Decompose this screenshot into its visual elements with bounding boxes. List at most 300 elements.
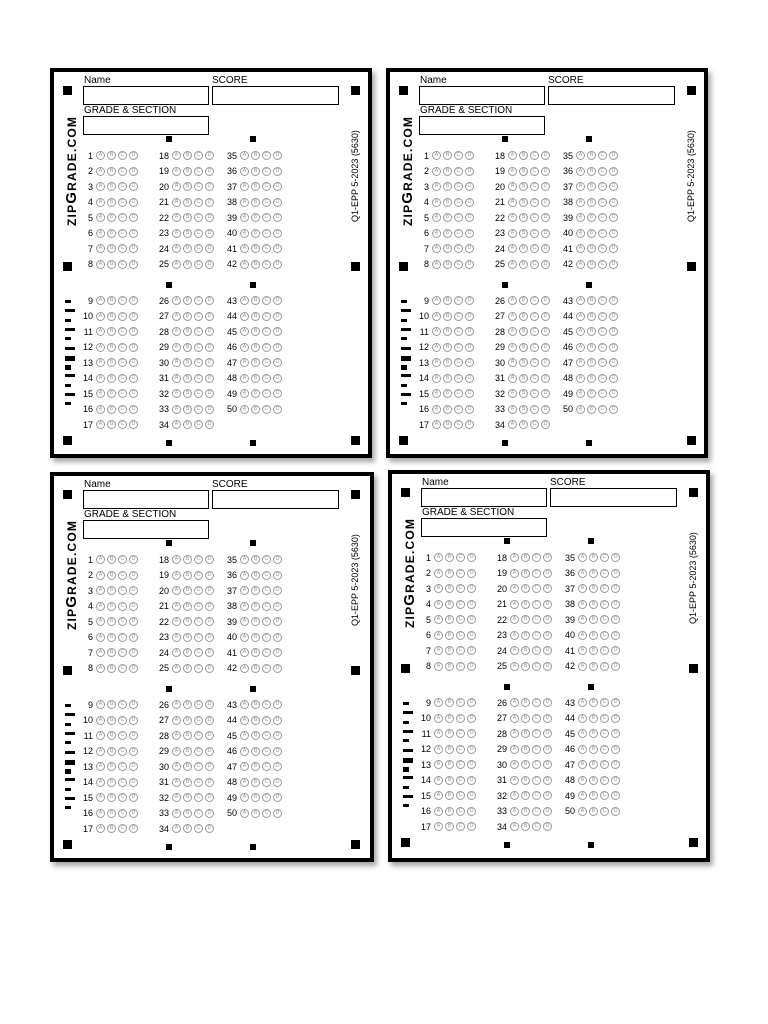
answer-bubble-c[interactable]: C	[194, 420, 203, 429]
answer-bubble-b[interactable]: B	[183, 809, 192, 818]
answer-bubble-c[interactable]: C	[532, 822, 541, 831]
answer-bubble-c[interactable]: C	[262, 405, 271, 414]
answer-bubble-a[interactable]: A	[576, 358, 585, 367]
answer-bubble-a[interactable]: A	[172, 793, 181, 802]
answer-bubble-c[interactable]: C	[194, 198, 203, 207]
answer-bubble-b[interactable]: B	[443, 420, 452, 429]
answer-bubble-b[interactable]: B	[183, 213, 192, 222]
answer-bubble-c[interactable]: C	[532, 569, 541, 578]
answer-bubble-d[interactable]: D	[609, 182, 618, 191]
answer-bubble-d[interactable]: D	[543, 776, 552, 785]
answer-bubble-b[interactable]: B	[183, 824, 192, 833]
answer-bubble-d[interactable]: D	[467, 729, 476, 738]
answer-bubble-b[interactable]: B	[589, 631, 598, 640]
answer-bubble-b[interactable]: B	[251, 167, 260, 176]
answer-bubble-a[interactable]: A	[434, 822, 443, 831]
answer-bubble-c[interactable]: C	[456, 584, 465, 593]
answer-bubble-b[interactable]: B	[521, 615, 530, 624]
answer-bubble-d[interactable]: D	[611, 714, 620, 723]
answer-bubble-a[interactable]: A	[578, 714, 587, 723]
answer-bubble-d[interactable]: D	[205, 312, 214, 321]
answer-bubble-d[interactable]: D	[465, 213, 474, 222]
answer-bubble-d[interactable]: D	[129, 778, 138, 787]
answer-bubble-c[interactable]: C	[194, 747, 203, 756]
answer-bubble-d[interactable]: D	[611, 698, 620, 707]
answer-bubble-d[interactable]: D	[467, 760, 476, 769]
answer-bubble-d[interactable]: D	[611, 807, 620, 816]
answer-bubble-d[interactable]: D	[611, 569, 620, 578]
answer-bubble-d[interactable]: D	[611, 760, 620, 769]
answer-bubble-b[interactable]: B	[107, 809, 116, 818]
answer-bubble-d[interactable]: D	[609, 389, 618, 398]
answer-bubble-d[interactable]: D	[129, 296, 138, 305]
answer-bubble-b[interactable]: B	[251, 244, 260, 253]
answer-bubble-a[interactable]: A	[172, 664, 181, 673]
answer-bubble-a[interactable]: A	[510, 584, 519, 593]
answer-bubble-a[interactable]: A	[576, 405, 585, 414]
answer-bubble-d[interactable]: D	[205, 731, 214, 740]
answer-bubble-a[interactable]: A	[578, 600, 587, 609]
answer-bubble-b[interactable]: B	[521, 631, 530, 640]
answer-bubble-a[interactable]: A	[508, 312, 517, 321]
answer-bubble-a[interactable]: A	[240, 296, 249, 305]
answer-bubble-a[interactable]: A	[96, 700, 105, 709]
answer-bubble-b[interactable]: B	[183, 747, 192, 756]
answer-bubble-a[interactable]: A	[240, 793, 249, 802]
answer-bubble-c[interactable]: C	[530, 374, 539, 383]
answer-bubble-a[interactable]: A	[96, 555, 105, 564]
answer-bubble-a[interactable]: A	[172, 151, 181, 160]
answer-bubble-a[interactable]: A	[172, 343, 181, 352]
answer-bubble-a[interactable]: A	[172, 716, 181, 725]
answer-bubble-d[interactable]: D	[541, 312, 550, 321]
answer-bubble-b[interactable]: B	[251, 358, 260, 367]
answer-bubble-d[interactable]: D	[129, 182, 138, 191]
answer-bubble-a[interactable]: A	[510, 760, 519, 769]
answer-bubble-a[interactable]: A	[172, 648, 181, 657]
answer-bubble-b[interactable]: B	[519, 327, 528, 336]
answer-bubble-a[interactable]: A	[576, 327, 585, 336]
answer-bubble-c[interactable]: C	[118, 358, 127, 367]
answer-bubble-c[interactable]: C	[600, 714, 609, 723]
answer-bubble-c[interactable]: C	[456, 615, 465, 624]
answer-bubble-d[interactable]: D	[205, 167, 214, 176]
answer-bubble-b[interactable]: B	[183, 793, 192, 802]
answer-bubble-c[interactable]: C	[532, 745, 541, 754]
answer-bubble-b[interactable]: B	[587, 405, 596, 414]
answer-bubble-c[interactable]: C	[118, 374, 127, 383]
answer-bubble-c[interactable]: C	[532, 615, 541, 624]
answer-bubble-b[interactable]: B	[183, 244, 192, 253]
answer-bubble-b[interactable]: B	[183, 602, 192, 611]
answer-bubble-a[interactable]: A	[96, 633, 105, 642]
answer-bubble-d[interactable]: D	[273, 167, 282, 176]
answer-bubble-d[interactable]: D	[129, 229, 138, 238]
answer-bubble-c[interactable]: C	[262, 747, 271, 756]
answer-bubble-a[interactable]: A	[172, 374, 181, 383]
answer-bubble-b[interactable]: B	[107, 555, 116, 564]
answer-bubble-c[interactable]: C	[532, 807, 541, 816]
answer-bubble-b[interactable]: B	[519, 182, 528, 191]
answer-bubble-d[interactable]: D	[467, 600, 476, 609]
answer-bubble-c[interactable]: C	[194, 778, 203, 787]
answer-bubble-d[interactable]: D	[129, 167, 138, 176]
answer-bubble-b[interactable]: B	[519, 213, 528, 222]
answer-bubble-d[interactable]: D	[465, 327, 474, 336]
answer-bubble-d[interactable]: D	[205, 405, 214, 414]
answer-bubble-a[interactable]: A	[510, 807, 519, 816]
answer-bubble-b[interactable]: B	[519, 167, 528, 176]
grade-section-field[interactable]	[419, 116, 545, 135]
answer-bubble-b[interactable]: B	[445, 600, 454, 609]
answer-bubble-b[interactable]: B	[107, 747, 116, 756]
answer-bubble-a[interactable]: A	[240, 617, 249, 626]
answer-bubble-b[interactable]: B	[107, 664, 116, 673]
answer-bubble-c[interactable]: C	[118, 167, 127, 176]
answer-bubble-b[interactable]: B	[589, 584, 598, 593]
answer-bubble-d[interactable]: D	[273, 213, 282, 222]
answer-bubble-b[interactable]: B	[107, 198, 116, 207]
answer-bubble-d[interactable]: D	[205, 747, 214, 756]
answer-bubble-b[interactable]: B	[183, 374, 192, 383]
answer-bubble-b[interactable]: B	[521, 807, 530, 816]
answer-bubble-c[interactable]: C	[456, 776, 465, 785]
answer-bubble-b[interactable]: B	[443, 327, 452, 336]
answer-bubble-d[interactable]: D	[273, 358, 282, 367]
answer-bubble-c[interactable]: C	[530, 405, 539, 414]
answer-bubble-c[interactable]: C	[600, 646, 609, 655]
answer-bubble-a[interactable]: A	[578, 729, 587, 738]
answer-bubble-c[interactable]: C	[194, 167, 203, 176]
answer-bubble-b[interactable]: B	[521, 584, 530, 593]
answer-bubble-a[interactable]: A	[434, 760, 443, 769]
answer-bubble-c[interactable]: C	[118, 389, 127, 398]
answer-bubble-c[interactable]: C	[600, 776, 609, 785]
answer-bubble-a[interactable]: A	[432, 167, 441, 176]
answer-bubble-b[interactable]: B	[251, 405, 260, 414]
answer-bubble-c[interactable]: C	[454, 182, 463, 191]
answer-bubble-c[interactable]: C	[262, 716, 271, 725]
answer-bubble-c[interactable]: C	[194, 602, 203, 611]
answer-bubble-a[interactable]: A	[510, 646, 519, 655]
answer-bubble-c[interactable]: C	[118, 586, 127, 595]
answer-bubble-b[interactable]: B	[587, 182, 596, 191]
answer-bubble-c[interactable]: C	[454, 405, 463, 414]
answer-bubble-d[interactable]: D	[611, 584, 620, 593]
answer-bubble-b[interactable]: B	[251, 648, 260, 657]
answer-bubble-a[interactable]: A	[510, 776, 519, 785]
answer-bubble-d[interactable]: D	[467, 714, 476, 723]
answer-bubble-b[interactable]: B	[587, 244, 596, 253]
answer-bubble-d[interactable]: D	[129, 151, 138, 160]
answer-bubble-a[interactable]: A	[578, 553, 587, 562]
answer-bubble-d[interactable]: D	[465, 229, 474, 238]
answer-bubble-d[interactable]: D	[129, 602, 138, 611]
answer-bubble-c[interactable]: C	[194, 312, 203, 321]
answer-bubble-c[interactable]: C	[454, 167, 463, 176]
answer-bubble-a[interactable]: A	[432, 198, 441, 207]
answer-bubble-c[interactable]: C	[530, 389, 539, 398]
answer-bubble-c[interactable]: C	[194, 244, 203, 253]
answer-bubble-d[interactable]: D	[611, 745, 620, 754]
answer-bubble-b[interactable]: B	[107, 731, 116, 740]
answer-bubble-a[interactable]: A	[432, 151, 441, 160]
answer-bubble-c[interactable]: C	[530, 198, 539, 207]
answer-bubble-a[interactable]: A	[578, 698, 587, 707]
answer-bubble-c[interactable]: C	[454, 198, 463, 207]
answer-bubble-a[interactable]: A	[432, 296, 441, 305]
answer-bubble-c[interactable]: C	[262, 648, 271, 657]
grade-section-field[interactable]	[83, 520, 209, 539]
answer-bubble-b[interactable]: B	[587, 213, 596, 222]
answer-bubble-a[interactable]: A	[508, 420, 517, 429]
answer-bubble-a[interactable]: A	[434, 745, 443, 754]
answer-bubble-c[interactable]: C	[600, 698, 609, 707]
answer-bubble-a[interactable]: A	[96, 762, 105, 771]
answer-bubble-d[interactable]: D	[467, 615, 476, 624]
answer-bubble-a[interactable]: A	[96, 327, 105, 336]
answer-bubble-b[interactable]: B	[589, 729, 598, 738]
answer-bubble-a[interactable]: A	[240, 648, 249, 657]
answer-bubble-c[interactable]: C	[598, 389, 607, 398]
answer-bubble-b[interactable]: B	[183, 229, 192, 238]
answer-bubble-a[interactable]: A	[508, 389, 517, 398]
answer-bubble-d[interactable]: D	[205, 374, 214, 383]
answer-bubble-d[interactable]: D	[205, 586, 214, 595]
answer-bubble-a[interactable]: A	[96, 229, 105, 238]
answer-bubble-c[interactable]: C	[194, 182, 203, 191]
answer-bubble-d[interactable]: D	[543, 646, 552, 655]
answer-bubble-b[interactable]: B	[519, 151, 528, 160]
answer-bubble-b[interactable]: B	[183, 167, 192, 176]
answer-bubble-b[interactable]: B	[183, 571, 192, 580]
answer-bubble-c[interactable]: C	[454, 358, 463, 367]
answer-bubble-c[interactable]: C	[118, 312, 127, 321]
answer-bubble-a[interactable]: A	[96, 260, 105, 269]
answer-bubble-d[interactable]: D	[205, 182, 214, 191]
answer-bubble-b[interactable]: B	[443, 244, 452, 253]
answer-bubble-a[interactable]: A	[434, 600, 443, 609]
answer-bubble-a[interactable]: A	[510, 791, 519, 800]
answer-bubble-c[interactable]: C	[530, 182, 539, 191]
answer-bubble-a[interactable]: A	[172, 602, 181, 611]
answer-bubble-c[interactable]: C	[194, 571, 203, 580]
answer-bubble-d[interactable]: D	[205, 229, 214, 238]
answer-bubble-b[interactable]: B	[183, 716, 192, 725]
answer-bubble-b[interactable]: B	[521, 569, 530, 578]
answer-bubble-c[interactable]: C	[194, 555, 203, 564]
answer-bubble-d[interactable]: D	[129, 716, 138, 725]
answer-bubble-b[interactable]: B	[519, 405, 528, 414]
answer-bubble-c[interactable]: C	[530, 260, 539, 269]
answer-bubble-c[interactable]: C	[454, 312, 463, 321]
answer-bubble-b[interactable]: B	[521, 745, 530, 754]
answer-bubble-a[interactable]: A	[96, 731, 105, 740]
answer-bubble-d[interactable]: D	[611, 615, 620, 624]
answer-bubble-c[interactable]: C	[118, 602, 127, 611]
answer-bubble-c[interactable]: C	[532, 760, 541, 769]
answer-bubble-a[interactable]: A	[96, 312, 105, 321]
answer-bubble-d[interactable]: D	[541, 213, 550, 222]
answer-bubble-d[interactable]: D	[273, 151, 282, 160]
answer-bubble-c[interactable]: C	[118, 213, 127, 222]
answer-bubble-a[interactable]: A	[508, 405, 517, 414]
answer-bubble-c[interactable]: C	[530, 327, 539, 336]
answer-bubble-a[interactable]: A	[172, 809, 181, 818]
answer-bubble-a[interactable]: A	[432, 244, 441, 253]
answer-bubble-c[interactable]: C	[530, 167, 539, 176]
answer-bubble-a[interactable]: A	[434, 729, 443, 738]
answer-bubble-c[interactable]: C	[194, 151, 203, 160]
answer-bubble-a[interactable]: A	[96, 405, 105, 414]
answer-bubble-b[interactable]: B	[445, 745, 454, 754]
answer-bubble-b[interactable]: B	[589, 615, 598, 624]
answer-bubble-d[interactable]: D	[205, 571, 214, 580]
answer-bubble-b[interactable]: B	[107, 229, 116, 238]
answer-bubble-d[interactable]: D	[205, 700, 214, 709]
answer-bubble-a[interactable]: A	[240, 731, 249, 740]
answer-bubble-a[interactable]: A	[172, 229, 181, 238]
answer-bubble-d[interactable]: D	[543, 791, 552, 800]
answer-bubble-b[interactable]: B	[443, 151, 452, 160]
answer-bubble-d[interactable]: D	[205, 778, 214, 787]
answer-bubble-c[interactable]: C	[262, 343, 271, 352]
answer-bubble-c[interactable]: C	[530, 229, 539, 238]
answer-bubble-d[interactable]: D	[543, 745, 552, 754]
answer-bubble-b[interactable]: B	[521, 760, 530, 769]
answer-bubble-a[interactable]: A	[240, 374, 249, 383]
answer-bubble-d[interactable]: D	[129, 747, 138, 756]
answer-bubble-b[interactable]: B	[521, 698, 530, 707]
answer-bubble-a[interactable]: A	[508, 229, 517, 238]
answer-bubble-c[interactable]: C	[262, 617, 271, 626]
answer-bubble-a[interactable]: A	[172, 182, 181, 191]
answer-bubble-d[interactable]: D	[205, 244, 214, 253]
answer-bubble-a[interactable]: A	[240, 586, 249, 595]
answer-bubble-d[interactable]: D	[273, 260, 282, 269]
name-field[interactable]	[83, 490, 209, 509]
answer-bubble-c[interactable]: C	[194, 824, 203, 833]
answer-bubble-b[interactable]: B	[521, 822, 530, 831]
answer-bubble-d[interactable]: D	[129, 586, 138, 595]
answer-bubble-c[interactable]: C	[194, 648, 203, 657]
answer-bubble-d[interactable]: D	[273, 571, 282, 580]
answer-bubble-c[interactable]: C	[194, 664, 203, 673]
answer-bubble-b[interactable]: B	[107, 793, 116, 802]
answer-bubble-a[interactable]: A	[172, 167, 181, 176]
answer-bubble-d[interactable]: D	[609, 374, 618, 383]
answer-bubble-c[interactable]: C	[262, 296, 271, 305]
answer-bubble-a[interactable]: A	[434, 791, 443, 800]
answer-bubble-d[interactable]: D	[129, 809, 138, 818]
answer-bubble-b[interactable]: B	[443, 198, 452, 207]
answer-bubble-b[interactable]: B	[443, 389, 452, 398]
answer-bubble-c[interactable]: C	[598, 260, 607, 269]
answer-bubble-d[interactable]: D	[541, 343, 550, 352]
answer-bubble-b[interactable]: B	[183, 327, 192, 336]
answer-bubble-b[interactable]: B	[107, 824, 116, 833]
answer-bubble-d[interactable]: D	[205, 213, 214, 222]
answer-bubble-c[interactable]: C	[194, 213, 203, 222]
answer-bubble-c[interactable]: C	[262, 731, 271, 740]
answer-bubble-a[interactable]: A	[96, 648, 105, 657]
answer-bubble-c[interactable]: C	[118, 747, 127, 756]
answer-bubble-c[interactable]: C	[454, 374, 463, 383]
answer-bubble-c[interactable]: C	[530, 151, 539, 160]
answer-bubble-d[interactable]: D	[129, 700, 138, 709]
answer-bubble-c[interactable]: C	[262, 809, 271, 818]
answer-bubble-b[interactable]: B	[251, 182, 260, 191]
answer-bubble-b[interactable]: B	[183, 182, 192, 191]
answer-bubble-d[interactable]: D	[129, 824, 138, 833]
answer-bubble-a[interactable]: A	[240, 405, 249, 414]
answer-bubble-b[interactable]: B	[251, 633, 260, 642]
answer-bubble-c[interactable]: C	[118, 343, 127, 352]
answer-bubble-a[interactable]: A	[172, 198, 181, 207]
answer-bubble-d[interactable]: D	[609, 167, 618, 176]
answer-bubble-d[interactable]: D	[609, 151, 618, 160]
answer-bubble-d[interactable]: D	[205, 151, 214, 160]
answer-bubble-b[interactable]: B	[443, 374, 452, 383]
answer-bubble-d[interactable]: D	[273, 198, 282, 207]
answer-bubble-b[interactable]: B	[445, 553, 454, 562]
answer-bubble-b[interactable]: B	[251, 389, 260, 398]
answer-bubble-d[interactable]: D	[541, 182, 550, 191]
answer-bubble-d[interactable]: D	[273, 343, 282, 352]
answer-bubble-a[interactable]: A	[510, 729, 519, 738]
answer-bubble-c[interactable]: C	[118, 731, 127, 740]
answer-bubble-b[interactable]: B	[519, 358, 528, 367]
answer-bubble-a[interactable]: A	[510, 553, 519, 562]
answer-bubble-b[interactable]: B	[443, 343, 452, 352]
answer-bubble-b[interactable]: B	[445, 584, 454, 593]
answer-bubble-b[interactable]: B	[183, 151, 192, 160]
answer-bubble-b[interactable]: B	[587, 167, 596, 176]
answer-bubble-b[interactable]: B	[445, 569, 454, 578]
answer-bubble-c[interactable]: C	[600, 600, 609, 609]
answer-bubble-a[interactable]: A	[172, 731, 181, 740]
answer-bubble-a[interactable]: A	[432, 327, 441, 336]
answer-bubble-b[interactable]: B	[443, 229, 452, 238]
answer-bubble-d[interactable]: D	[609, 244, 618, 253]
answer-bubble-d[interactable]: D	[205, 824, 214, 833]
answer-bubble-a[interactable]: A	[576, 312, 585, 321]
answer-bubble-c[interactable]: C	[194, 617, 203, 626]
answer-bubble-d[interactable]: D	[467, 569, 476, 578]
answer-bubble-b[interactable]: B	[107, 778, 116, 787]
answer-bubble-c[interactable]: C	[456, 698, 465, 707]
answer-bubble-b[interactable]: B	[519, 374, 528, 383]
answer-bubble-a[interactable]: A	[434, 807, 443, 816]
answer-bubble-b[interactable]: B	[251, 343, 260, 352]
answer-bubble-c[interactable]: C	[600, 760, 609, 769]
answer-bubble-a[interactable]: A	[240, 312, 249, 321]
answer-bubble-c[interactable]: C	[454, 343, 463, 352]
answer-bubble-a[interactable]: A	[432, 358, 441, 367]
answer-bubble-a[interactable]: A	[240, 327, 249, 336]
answer-bubble-c[interactable]: C	[194, 793, 203, 802]
answer-bubble-a[interactable]: A	[508, 244, 517, 253]
answer-bubble-c[interactable]: C	[598, 198, 607, 207]
answer-bubble-b[interactable]: B	[587, 296, 596, 305]
answer-bubble-b[interactable]: B	[251, 793, 260, 802]
answer-bubble-a[interactable]: A	[510, 714, 519, 723]
answer-bubble-a[interactable]: A	[432, 213, 441, 222]
answer-bubble-d[interactable]: D	[467, 584, 476, 593]
answer-bubble-c[interactable]: C	[598, 244, 607, 253]
answer-bubble-b[interactable]: B	[521, 600, 530, 609]
answer-bubble-c[interactable]: C	[118, 244, 127, 253]
